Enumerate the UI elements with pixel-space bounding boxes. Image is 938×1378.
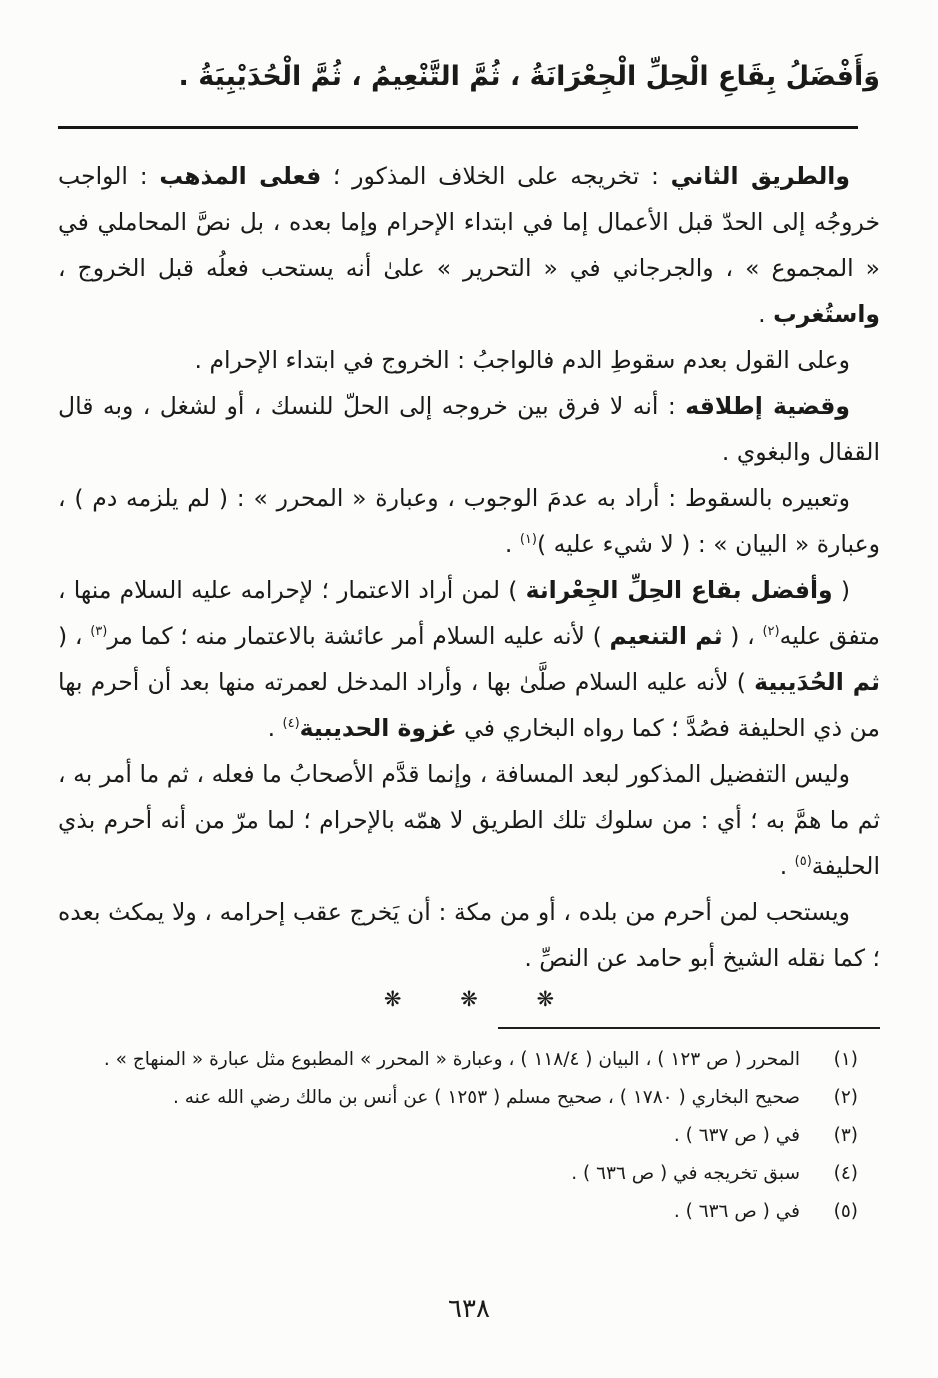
body-run: ) لمن أراد الاعتمار ؛ لإحرامه عليه السلام منها ، متفق عليه bbox=[58, 576, 880, 650]
body-run: وتعبيره بالسقوط : أراد به عدمَ الوجوب ، وعبارة « المحرر » : ( لم يلزمه دم ) ، وعبارة « البيان » : ( لا شيء عليه ) bbox=[58, 484, 880, 558]
body-run: وليس التفضيل المذكور لبعد المسافة ، وإنما قدَّم الأصحابُ ما فعله ، ثم ما أمر به ، ثم ما همَّ به ؛ أي : من سلوك تلك الطريق لا همّه بالإحرام ؛ لما مرّ من أنه أحرم بذي الحليفة bbox=[58, 760, 880, 880]
page-number: ٦٣٨ bbox=[448, 1294, 490, 1324]
footnote-number: (٤) bbox=[833, 1163, 858, 1184]
body-run: ) لأنه عليه السلام أمر عائشة بالاعتمار منه ؛ كما مر bbox=[107, 622, 610, 650]
footnote-divider-rule bbox=[498, 1027, 880, 1029]
lemma-bold-text: ثم التنعيم bbox=[609, 622, 723, 650]
footnote-text: في ( ص ٦٣٦ ) . bbox=[673, 1201, 800, 1222]
footnote-item bbox=[58, 1117, 880, 1155]
footnote-number: (٢) bbox=[833, 1087, 858, 1108]
lemma-bold-text: غزوة الحديبية bbox=[299, 714, 457, 742]
body-run: : أنه لا فرق بين خروجه إلى الحلّ للنسك ، أو لشغل ، وبه قال القفال والبغوي . bbox=[58, 392, 880, 466]
footnote-text: سبق تخريجه في ( ص ٦٣٦ ) . bbox=[571, 1163, 800, 1184]
lemma-bold-text: واستُغرب bbox=[773, 300, 880, 328]
body-run: . bbox=[267, 714, 283, 742]
body-run: ( bbox=[832, 576, 850, 604]
paragraph bbox=[58, 337, 880, 383]
body-run: وعلى القول بعدم سقوطِ الدم فالواجبُ : الخروج في ابتداء الإحرام . bbox=[194, 346, 850, 374]
body-run: ، ( bbox=[722, 622, 763, 650]
body-run: . bbox=[758, 300, 774, 328]
header-divider-rule bbox=[58, 126, 858, 129]
footnote-ref: (٢) bbox=[762, 624, 780, 639]
body-run: . bbox=[779, 852, 795, 880]
footnote-text: في ( ص ٦٣٧ ) . bbox=[673, 1125, 800, 1146]
body-run: : الواجب خروجُه إلى الحدّ قبل الأعمال إما في ابتداء الإحرام وإما بعده ، بل نصَّ المحاملي في « المجموع » ، والجرجاني في « التحرير » علىٰ أنه يستحب فعلُه قبل الخروج ، bbox=[58, 162, 880, 282]
paragraph bbox=[58, 889, 880, 981]
paragraph bbox=[58, 751, 880, 889]
body-run: ، ( bbox=[58, 622, 91, 650]
paragraph bbox=[58, 475, 880, 567]
body-run: ويستحب لمن أحرم من بلده ، أو من مكة : أن يَخرج عقب إحرامه ، ولا يمكث بعده ؛ كما نقله الشيخ أبو حامد عن النصِّ . bbox=[58, 898, 880, 972]
matn-header-text: وَأَفْضَلُ بِقَاعِ الْحِلِّ الْجِعْرَانَةُ ، ثُمَّ التَّنْعِيمُ ، ثُمَّ الْحُدَيْبِيَةُ . bbox=[178, 61, 880, 92]
paragraph bbox=[58, 383, 880, 475]
footnote-ref: (٤) bbox=[282, 716, 300, 731]
body-run: . bbox=[504, 530, 520, 558]
paragraph bbox=[58, 567, 880, 751]
lemma-bold-text: ثم الحُدَيبية bbox=[754, 668, 880, 696]
body-run: : تخريجه على الخلاف المذكور ؛ bbox=[321, 162, 671, 190]
footnote-ref: (١) bbox=[519, 532, 537, 547]
footnote-item bbox=[58, 1041, 880, 1079]
footnote-number: (١) bbox=[833, 1049, 858, 1070]
footnote-item bbox=[58, 1079, 880, 1117]
footnote-text: صحيح البخاري ( ١٧٨٠ ) ، صحيح مسلم ( ١٢٥٣ ) عن أنس بن مالك رضي الله عنه . bbox=[172, 1087, 800, 1108]
lemma-bold-text: فعلى المذهب bbox=[159, 162, 322, 190]
lemma-bold-text: وقضية إطلاقه bbox=[685, 392, 850, 420]
footnote-item bbox=[58, 1155, 880, 1193]
footnote-text: المحرر ( ص ١٢٣ ) ، البيان ( ١١٨/٤ ) ، وعبارة « المحرر » المطبوع مثل عبارة « المنهاج » . bbox=[103, 1049, 800, 1070]
footnote-number: (٣) bbox=[833, 1125, 858, 1146]
footnote-item bbox=[58, 1193, 880, 1231]
section-separator-asterisks: ❋ ❋ ❋ bbox=[383, 987, 555, 1011]
body-run: ) لأنه عليه السلام صلَّىٰ بها ، وأراد المدخل لعمرته منها بعد أن أحرم بها من ذي الحليفة فصُدَّ ؛ كما رواه البخاري في bbox=[58, 668, 880, 742]
lemma-bold-text: وأفضل بقاع الحِلِّ الجِعْرانة bbox=[525, 576, 833, 604]
footnote-ref: (٣) bbox=[90, 624, 108, 639]
body-text bbox=[58, 153, 880, 981]
footnotes-section bbox=[58, 1041, 880, 1231]
footnote-number: (٥) bbox=[833, 1201, 858, 1222]
footnote-ref: (٥) bbox=[794, 854, 812, 869]
lemma-bold-text: والطريق الثاني bbox=[670, 162, 850, 190]
paragraph bbox=[58, 153, 880, 337]
